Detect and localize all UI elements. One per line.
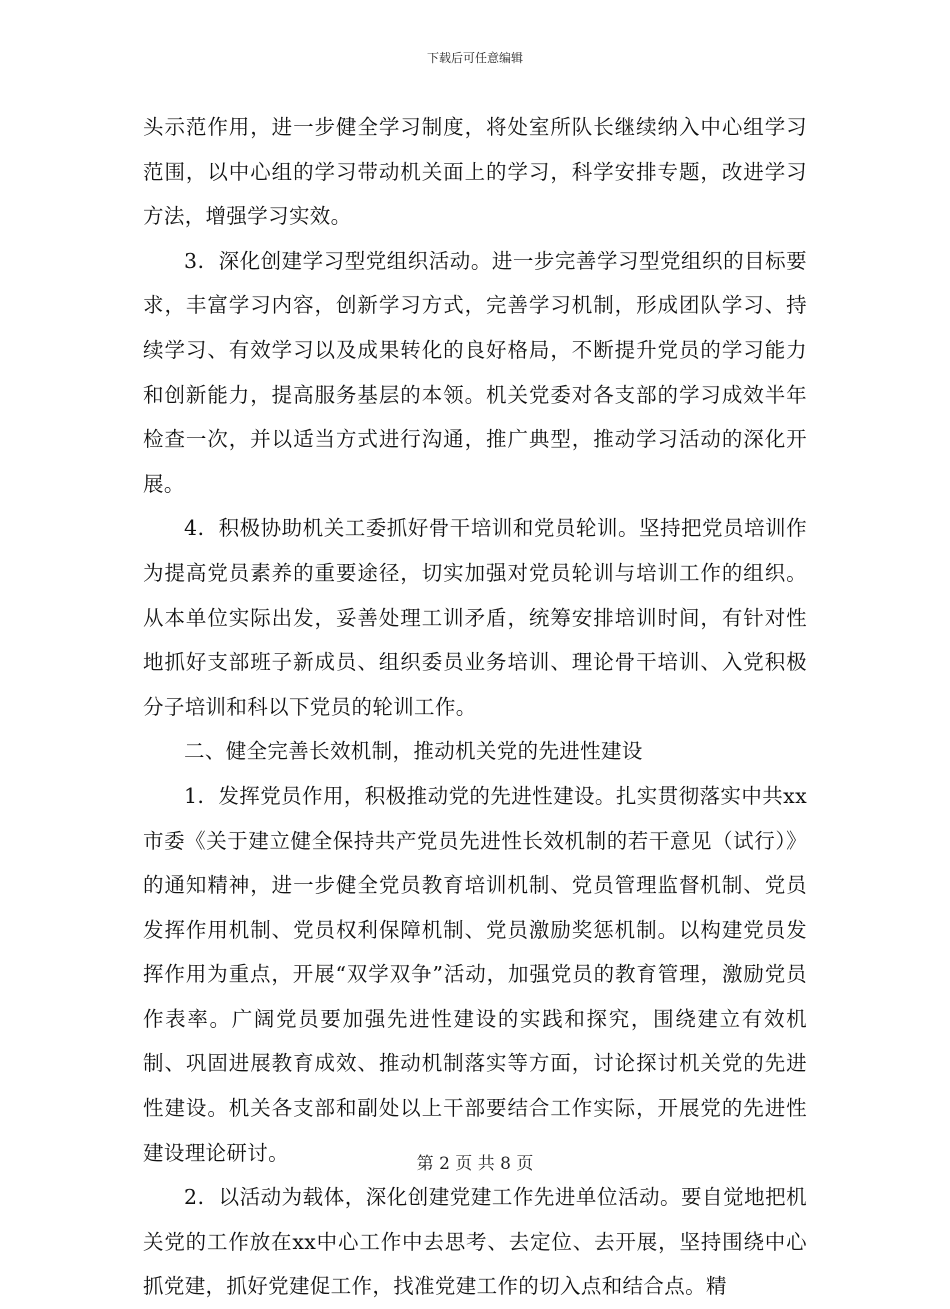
paragraph-item-2: 2．以活动为载体，深化创建党建工作先进单位活动。要自觉地把机关党的工作放在xx中心工作中去思考、去定位、去开展，坚持围绕中心抓党建，抓好党建促工作，找准党建工作的切入点和结合点。精	[143, 1185, 807, 1299]
paragraph-continuation: 头示范作用，进一步健全学习制度，将处室所队长继续纳入中心组学习范围，以中心组的学习带动机关面上的学习，科学安排专题，改进学习方法，增强学习实效。	[143, 115, 807, 229]
paragraph-item-1: 1．发挥党员作用，积极推动党的先进性建设。扎实贯彻落实中共xx市委《关于建立健全保持共产党员先进性长效机制的若干意见（试行）》的通知精神，进一步健全党员教育培训机制、党员管理监督机制、党员发挥作用机制、党员权利保障机制、党员激励奖惩机制。以构建党员发挥作用为重点，开展“双学双争”活动，加强党员的教育管理，激励党员作表率。广阔党员要加强先进性建设的实践和探究，围绕建立有效机制、巩固进展教育成效、推动机制落实等方面，讨论探讨机关党的先进性建设。机关各支部和副处以上干部要结合工作实际，开展党的先进性建设理论研讨。	[143, 783, 807, 1165]
paragraph-item-3: 3．深化创建学习型党组织活动。进一步完善学习型党组织的目标要求，丰富学习内容，创新学习方式，完善学习机制，形成团队学习、持续学习、有效学习以及成果转化的良好格局，不断提升党员的学习能力和创新能力，提高服务基层的本领。机关党委对各支部的学习成效半年检查一次，并以适当方式进行沟通，推广典型，推动学习活动的深化开展。	[143, 248, 807, 496]
section-heading: 二、健全完善长效机制，推动机关党的先进性建设	[184, 739, 643, 764]
document-body	[143, 105, 807, 1309]
paragraph-item-4: 4．积极协助机关工委抓好骨干培训和党员轮训。坚持把党员培训作为提高党员素养的重要途径，切实加强对党员轮训与培训工作的组织。从本单位实际出发，妥善处理工训矛盾，统筹安排培训时间，有针对性地抓好支部班子新成员、组织委员业务培训、理论骨干培训、入党积极分子培训和科以下党员的轮训工作。	[143, 516, 807, 719]
page-number: 第 2 页 共 8 页	[416, 1154, 534, 1174]
page-header: 下载后可任意编辑	[426, 51, 523, 65]
